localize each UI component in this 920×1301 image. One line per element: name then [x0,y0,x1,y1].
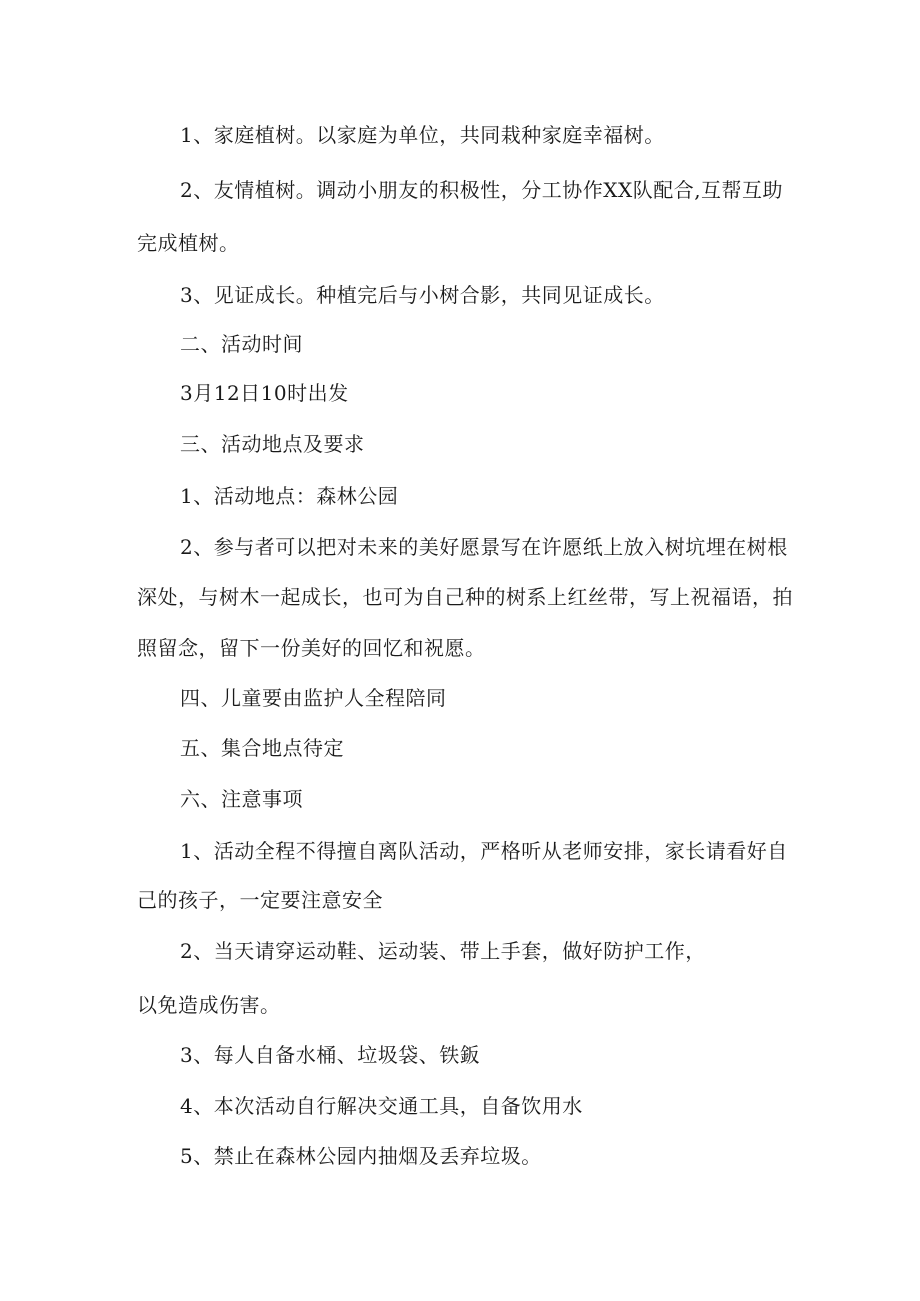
item-friendship-planting: 2、友情植树。调动小朋友的积极性，分工协作XX队配合,互帮互助 [180,178,784,202]
note-no-smoking: 5、禁止在森林公园内抽烟及丢弃垃圾。 [180,1144,542,1168]
item-family-planting: 1、家庭植树。以家庭为单位，共同栽种家庭幸福树。 [180,123,665,147]
note-stay-with-team: 1、活动全程不得擅自离队活动，严格听从老师安排，家长请看好自 [180,839,788,863]
item-witness-growth: 3、见证成长。种植完后与小树合影，共同见证成长。 [180,283,665,307]
section-heading-guardian: 四、儿童要由监护人全程陪同 [180,686,447,710]
note-transport: 4、本次活动自行解决交通工具，自备饮用水 [180,1094,583,1118]
section-heading-time: 二、活动时间 [180,332,303,356]
activity-time-value: 3月12日10时出发 [180,381,349,405]
section-heading-notes: 六、注意事项 [180,787,303,811]
note-clothing: 2、当天请穿运动鞋、运动装、带上手套，做好防护工作， [180,939,706,963]
section-heading-meeting-point: 五、集合地点待定 [180,736,344,760]
item-wish-paper: 2、参与者可以把对未来的美好愿景写在许愿纸上放入树坑埋在树根 [180,535,788,559]
note-stay-with-team-cont: 己的孩子，一定要注意安全 [137,888,383,912]
item-location: 1、活动地点：森林公园 [180,484,399,508]
item-wish-paper-cont-2: 照留念，留下一份美好的回忆和祝愿。 [137,636,486,660]
item-friendship-planting-cont: 完成植树。 [137,231,240,255]
note-clothing-cont: 以免造成伤害。 [137,993,281,1017]
section-heading-location: 三、活动地点及要求 [180,432,365,456]
note-supplies: 3、每人自备水桶、垃圾袋、铁鈑 [180,1043,481,1067]
item-wish-paper-cont-1: 深处，与树木一起成长，也可为自己种的树系上红丝带，写上祝福语，拍 [137,585,793,609]
